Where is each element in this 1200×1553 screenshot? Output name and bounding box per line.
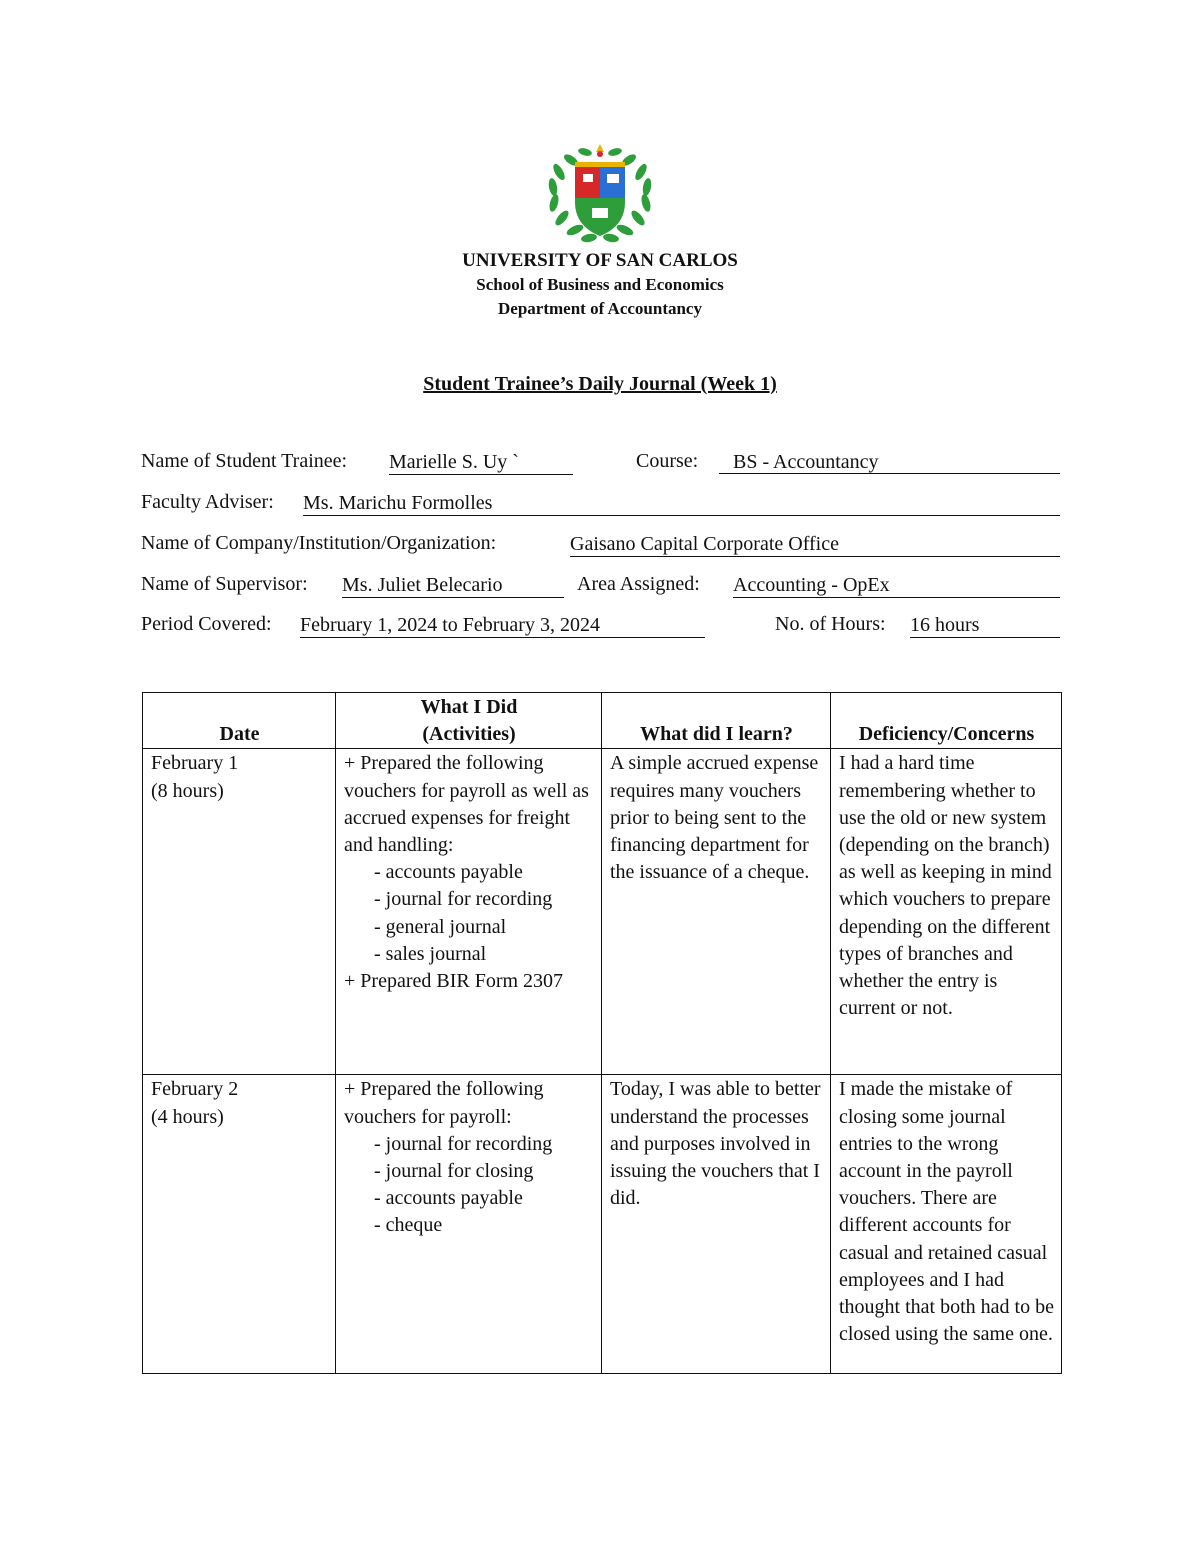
header-date: Date	[143, 693, 336, 749]
date-cell	[143, 749, 336, 1075]
header-activities-line2: (Activities)	[422, 723, 516, 746]
row-date: February 1	[151, 752, 239, 775]
learned-cell: A simple accrued expense requires many vouchers prior to being sent to the financing department for the issuance of a cheque.	[602, 749, 831, 1075]
period-label: Period Covered:	[141, 613, 272, 635]
activities-list	[344, 1076, 594, 1239]
activities-list	[344, 750, 594, 995]
trainee-name-value: Marielle S. Uy `	[389, 450, 573, 475]
list-item: + Prepared the following vouchers for payroll:	[344, 1078, 544, 1128]
hours-value: 16 hours	[910, 613, 1060, 638]
table-row	[143, 749, 1062, 1075]
list-item: - accounts payable	[374, 861, 523, 884]
row-hours: (8 hours)	[151, 779, 224, 802]
supervisor-area-row	[141, 573, 1060, 599]
trainee-label: Name of Student Trainee:	[141, 450, 348, 472]
university-seal-logo	[545, 142, 655, 246]
table-row	[143, 1075, 1062, 1374]
concerns-cell: I had a hard time remembering whether to use the old or new system (depending on the branch) as well as keeping in mind which vouchers to prepare depending on the different types of branches and whether the entry is current or not.	[831, 749, 1062, 1075]
activities-cell	[336, 1075, 602, 1374]
period-hours-row	[141, 613, 1060, 639]
page-title: Student Trainee’s Daily Journal (Week 1)	[423, 373, 777, 395]
period-value: February 1, 2024 to February 3, 2024	[300, 613, 705, 638]
company-row	[141, 532, 1060, 558]
area-value: Accounting - OpEx	[733, 573, 1060, 598]
list-item: - cheque	[374, 1214, 443, 1237]
company-value: Gaisano Capital Corporate Office	[570, 532, 1060, 557]
table-header-row	[143, 693, 1062, 749]
company-label: Name of Company/Institution/Organization:	[141, 532, 497, 554]
activities-cell	[336, 749, 602, 1075]
list-item: - accounts payable	[374, 1187, 523, 1210]
school-name: School of Business and Economics	[476, 275, 724, 294]
concerns-cell: I made the mistake of closing some journal entries to the wrong account in the payroll vouchers. There are different accounts for casual and retained casual employees and I had thought that both had to be closed using the same one.	[831, 1075, 1062, 1374]
adviser-label: Faculty Adviser:	[141, 491, 274, 513]
course-value: BS - Accountancy	[719, 450, 1060, 474]
list-item: + Prepared BIR Form 2307	[344, 970, 564, 993]
row-date: February 2	[151, 1078, 239, 1101]
header-concerns: Deficiency/Concerns	[831, 693, 1062, 749]
university-name: UNIVERSITY OF SAN CARLOS	[462, 250, 738, 271]
header-learned: What did I learn?	[602, 693, 831, 749]
supervisor-label: Name of Supervisor:	[141, 573, 308, 595]
journal-table	[142, 692, 1062, 1374]
list-item: - journal for closing	[374, 1160, 534, 1183]
list-item: - sales journal	[374, 942, 487, 965]
list-item: + Prepared the following vouchers for payroll as well as accrued expenses for freight and handling:	[344, 752, 589, 857]
area-label: Area Assigned:	[577, 573, 700, 595]
date-cell	[143, 1075, 336, 1374]
hours-label: No. of Hours:	[775, 613, 886, 635]
list-item: - journal for recording	[374, 1132, 553, 1155]
supervisor-value: Ms. Juliet Belecario	[342, 573, 564, 598]
course-label: Course:	[636, 450, 699, 472]
list-item: - journal for recording	[374, 888, 553, 911]
header-activities-line1: What I Did	[420, 696, 518, 718]
header-activities	[336, 693, 602, 749]
learned-cell: Today, I was able to better understand the processes and purposes involved in issuing the vouchers that I did.	[602, 1075, 831, 1374]
adviser-value: Ms. Marichu Formolles	[303, 491, 1060, 516]
list-item: - general journal	[374, 915, 507, 938]
department-name: Department of Accountancy	[498, 299, 702, 318]
trainee-course-row	[141, 450, 1060, 476]
row-hours: (4 hours)	[151, 1105, 224, 1128]
adviser-row	[141, 491, 1060, 517]
